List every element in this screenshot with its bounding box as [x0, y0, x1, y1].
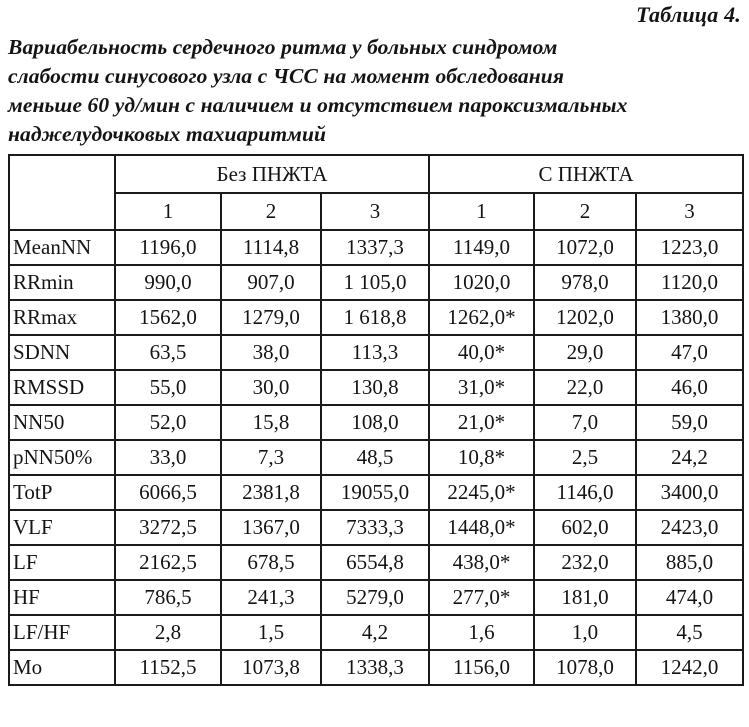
subcolumn-header: 1 [429, 193, 534, 230]
table-cell: 3272,5 [115, 510, 221, 545]
table-row [9, 475, 743, 510]
table-cell: 19055,0 [321, 475, 429, 510]
table-cell: 1114,8 [221, 230, 321, 265]
table-cell: 1279,0 [221, 300, 321, 335]
table-cell: 5279,0 [321, 580, 429, 615]
table-cell: 47,0 [636, 335, 743, 370]
table-cell: 59,0 [636, 405, 743, 440]
header-corner-cell [9, 155, 115, 230]
table-row [9, 335, 743, 370]
table-cell: 29,0 [534, 335, 636, 370]
row-label: LF/HF [9, 615, 115, 650]
table-body [9, 230, 743, 685]
table-caption [8, 33, 743, 149]
table-cell: 6066,5 [115, 475, 221, 510]
row-label: HF [9, 580, 115, 615]
table-cell: 113,3 [321, 335, 429, 370]
table-cell: 4,5 [636, 615, 743, 650]
table-cell: 7,0 [534, 405, 636, 440]
table-cell: 474,0 [636, 580, 743, 615]
table-cell: 1156,0 [429, 650, 534, 685]
table-cell: 3400,0 [636, 475, 743, 510]
table-cell: 1448,0* [429, 510, 534, 545]
table-cell: 1152,5 [115, 650, 221, 685]
table-cell: 232,0 [534, 545, 636, 580]
table-row [9, 300, 743, 335]
table-cell: 4,2 [321, 615, 429, 650]
row-label: VLF [9, 510, 115, 545]
row-label: RMSSD [9, 370, 115, 405]
table-cell: 2423,0 [636, 510, 743, 545]
group-header-without-pnzhta: Без ПНЖТА [115, 155, 429, 193]
table-cell: 1146,0 [534, 475, 636, 510]
table-cell: 1020,0 [429, 265, 534, 300]
table-header [9, 155, 743, 230]
table-cell: 1,5 [221, 615, 321, 650]
row-label: pNN50% [9, 440, 115, 475]
table-cell: 907,0 [221, 265, 321, 300]
table-cell: 181,0 [534, 580, 636, 615]
table-cell: 1367,0 [221, 510, 321, 545]
table-cell: 2381,8 [221, 475, 321, 510]
table-row [9, 650, 743, 685]
table-cell: 6554,8 [321, 545, 429, 580]
table-cell: 10,8* [429, 440, 534, 475]
table-row [9, 545, 743, 580]
table-cell: 63,5 [115, 335, 221, 370]
table-cell: 1223,0 [636, 230, 743, 265]
row-label: MeanNN [9, 230, 115, 265]
table-number: Таблица 4. [636, 2, 741, 27]
row-label: Mo [9, 650, 115, 685]
row-label: SDNN [9, 335, 115, 370]
table-cell: 31,0* [429, 370, 534, 405]
table-cell: 55,0 [115, 370, 221, 405]
table-cell: 2245,0* [429, 475, 534, 510]
caption-line: наджелудочковых тахиаритмий [8, 122, 327, 146]
table-cell: 1380,0 [636, 300, 743, 335]
table-cell: 786,5 [115, 580, 221, 615]
subcolumn-header: 2 [221, 193, 321, 230]
caption-line: слабости синусового узла с ЧСС на момент обследования [8, 64, 565, 88]
table-cell: 1,0 [534, 615, 636, 650]
table-cell: 1338,3 [321, 650, 429, 685]
table-cell: 48,5 [321, 440, 429, 475]
table-cell: 1 105,0 [321, 265, 429, 300]
table-cell: 108,0 [321, 405, 429, 440]
table-cell: 277,0* [429, 580, 534, 615]
table-cell: 2,5 [534, 440, 636, 475]
table-cell: 1078,0 [534, 650, 636, 685]
table-row [9, 230, 743, 265]
caption-line: меньше 60 уд/мин с наличием и отсутствием пароксизмальных [8, 93, 628, 117]
group-header-with-pnzhta: С ПНЖТА [429, 155, 743, 193]
table-cell: 1202,0 [534, 300, 636, 335]
table-row [9, 370, 743, 405]
table-cell: 241,3 [221, 580, 321, 615]
table-cell: 2,8 [115, 615, 221, 650]
table-cell: 990,0 [115, 265, 221, 300]
table-cell: 130,8 [321, 370, 429, 405]
table-cell: 678,5 [221, 545, 321, 580]
table-cell: 15,8 [221, 405, 321, 440]
subcolumn-header: 3 [321, 193, 429, 230]
table-cell: 885,0 [636, 545, 743, 580]
table-cell: 21,0* [429, 405, 534, 440]
table-cell: 1337,3 [321, 230, 429, 265]
table-cell: 1262,0* [429, 300, 534, 335]
header-subcolumn-row [9, 193, 743, 230]
table-cell: 7,3 [221, 440, 321, 475]
table-row [9, 580, 743, 615]
subcolumn-header: 3 [636, 193, 743, 230]
caption-line: Вариабельность сердечного ритма у больных синдромом [8, 35, 558, 59]
table-cell: 1242,0 [636, 650, 743, 685]
table-cell: 602,0 [534, 510, 636, 545]
table-row [9, 265, 743, 300]
row-label: RRmax [9, 300, 115, 335]
table-row [9, 405, 743, 440]
table-cell: 33,0 [115, 440, 221, 475]
row-label: NN50 [9, 405, 115, 440]
table-cell: 1120,0 [636, 265, 743, 300]
table-cell: 2162,5 [115, 545, 221, 580]
table-cell: 1072,0 [534, 230, 636, 265]
row-label: LF [9, 545, 115, 580]
table-row [9, 510, 743, 545]
table-cell: 52,0 [115, 405, 221, 440]
table-cell: 1562,0 [115, 300, 221, 335]
table-row [9, 440, 743, 475]
header-group-row [9, 155, 743, 193]
table-cell: 438,0* [429, 545, 534, 580]
table-cell: 1073,8 [221, 650, 321, 685]
row-label: RRmin [9, 265, 115, 300]
table-cell: 24,2 [636, 440, 743, 475]
subcolumn-header: 1 [115, 193, 221, 230]
table-cell: 30,0 [221, 370, 321, 405]
table-cell: 38,0 [221, 335, 321, 370]
row-label: TotP [9, 475, 115, 510]
table-cell: 7333,3 [321, 510, 429, 545]
table-cell: 1149,0 [429, 230, 534, 265]
hrv-table [8, 154, 744, 686]
table-row [9, 615, 743, 650]
table-cell: 1196,0 [115, 230, 221, 265]
table-cell: 978,0 [534, 265, 636, 300]
table-cell: 22,0 [534, 370, 636, 405]
table-cell: 40,0* [429, 335, 534, 370]
table-cell: 1,6 [429, 615, 534, 650]
table-cell: 1 618,8 [321, 300, 429, 335]
table-cell: 46,0 [636, 370, 743, 405]
subcolumn-header: 2 [534, 193, 636, 230]
